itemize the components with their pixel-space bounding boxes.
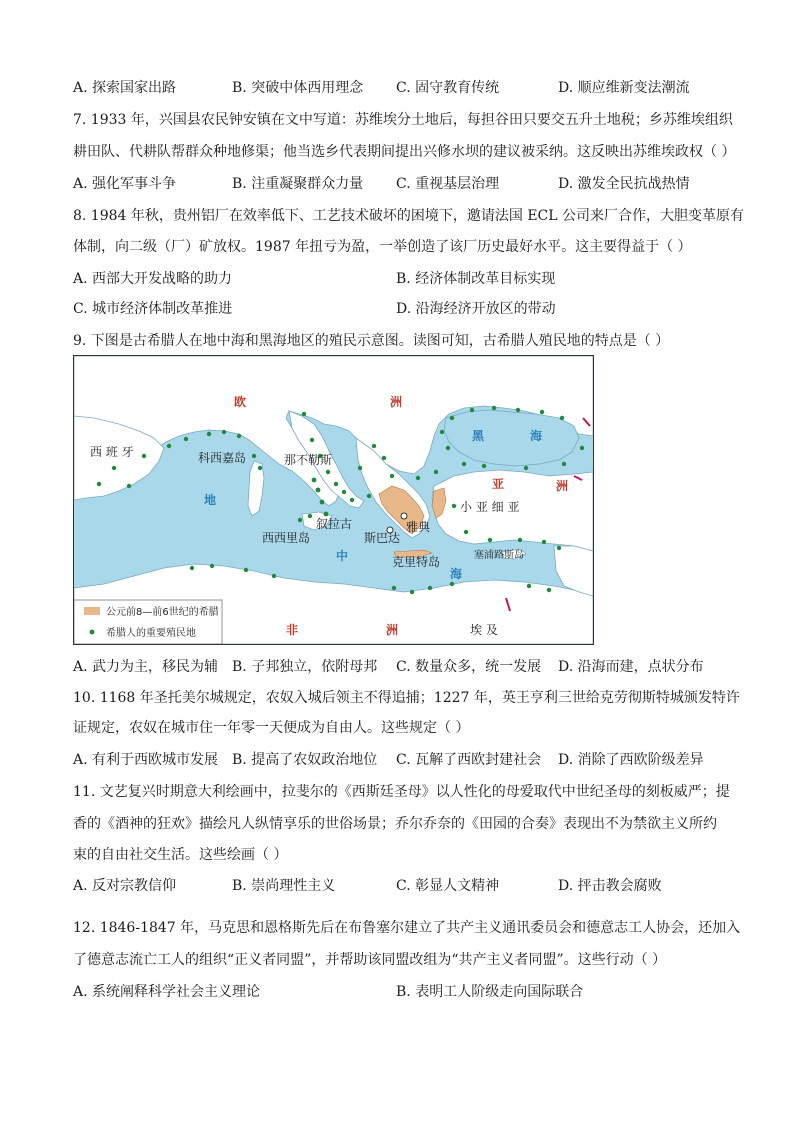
q10-option-b: B. 提高了农奴政治地位 bbox=[232, 752, 378, 768]
q7-option-b: B. 注重凝聚群众力量 bbox=[232, 176, 364, 192]
q11-stem-line1: 11. 文艺复兴时期意大利绘画中，拉斐尔的《西斯廷圣母》以人性化的母爱取代中世纪圣母的刻板威严；提 bbox=[73, 784, 730, 800]
q9-stem: 9. 下图是古希腊人在地中海和黑海地区的殖民示意图。读图可知，古希腊人殖民地的特点是（ ） bbox=[73, 333, 670, 349]
q6-option-c: C. 固守教育传统 bbox=[396, 80, 500, 96]
q8-option-a: A. 西部大开发战略的助力 bbox=[73, 271, 233, 287]
label-naples: 那不勒斯 bbox=[284, 453, 333, 467]
label-syracuse: 叙拉古 bbox=[316, 517, 353, 531]
legend-colony-dot bbox=[90, 630, 95, 635]
q8-stem-line1: 8. 1984 年秋，贵州铝厂在效率低下、工艺技术破坏的困境下，邀请法国 ECL 公司来厂合作，大胆变革原有 bbox=[73, 208, 745, 224]
greek-colonization-map bbox=[73, 355, 594, 645]
label-cyprus: 塞浦路斯岛 bbox=[474, 550, 524, 561]
athens-marker bbox=[401, 513, 407, 519]
label-egypt: 埃 及 bbox=[470, 623, 498, 637]
q10-option-a: A. 有利于西欧城市发展 bbox=[73, 752, 219, 768]
q10-stem-line2: 证规定，农奴在城市住一年零一天便成为自由人。这些规定（ ） bbox=[73, 720, 470, 736]
q7-option-c: C. 重视基层治理 bbox=[396, 176, 500, 192]
label-med-2: 中 bbox=[336, 549, 349, 563]
label-med-3: 海 bbox=[450, 567, 463, 581]
q10-stem-line1: 10. 1168 年圣托美尔城规定，农奴入城后领主不得追捕；1227 年，英王亨利三世给克劳彻斯特城颁发特许 bbox=[73, 690, 740, 706]
label-med-1: 地 bbox=[204, 493, 217, 507]
q7-option-d: D. 激发全民抗战热情 bbox=[558, 176, 690, 192]
q12-stem-line2: 了德意志流亡工人的组织“正义者同盟”，并帮助该同盟改组为“共产主义者同盟”。这些行动（ ） bbox=[73, 952, 667, 968]
q12-option-b: B. 表明工人阶级走向国际联合 bbox=[396, 984, 584, 1000]
label-sparta: 斯巴达 bbox=[364, 531, 401, 545]
q12-option-a: A. 系统阐释科学社会主义理论 bbox=[73, 984, 261, 1000]
legend-colony-label: 希腊人的重要殖民地 bbox=[106, 628, 196, 639]
q9-option-d: D. 沿海而建，点状分布 bbox=[558, 659, 704, 675]
label-asia-2: 洲 bbox=[556, 479, 569, 493]
label-africa-1: 非 bbox=[286, 623, 299, 637]
map-svg bbox=[74, 356, 593, 644]
legend-greece-swatch bbox=[84, 607, 100, 615]
label-europe-2: 洲 bbox=[390, 395, 403, 409]
q8-option-d: D. 沿海经济开放区的带动 bbox=[396, 301, 556, 317]
legend-greece-label: 公元前8—前6世纪的希腊 bbox=[106, 607, 219, 618]
q7-option-a: A. 强化军事斗争 bbox=[73, 176, 177, 192]
q10-option-d: D. 消除了西欧阶级差异 bbox=[558, 752, 704, 768]
q9-option-c: C. 数量众多，统一发展 bbox=[396, 659, 542, 675]
q12-stem-line1: 12. 1846-1847 年，马克思和恩格斯先后在布鲁塞尔建立了共产主义通讯委员会和德意志工人协会，还加入 bbox=[73, 920, 741, 936]
q10-option-c: C. 瓦解了西欧封建社会 bbox=[396, 752, 542, 768]
q11-stem-line2: 香的《酒神的狂欢》描绘凡人纵情享乐的世俗场景；乔尔乔奈的《田园的合奏》表现出不为禁欲主义所约 bbox=[73, 816, 717, 832]
label-sicily: 西西里岛 bbox=[262, 531, 311, 545]
q11-option-b: B. 崇尚理性主义 bbox=[232, 878, 336, 894]
q6-option-d: D. 顺应维新变法潮流 bbox=[558, 80, 690, 96]
q11-option-c: C. 彰显人文精神 bbox=[396, 878, 500, 894]
q6-option-a: A. 探索国家出路 bbox=[73, 80, 177, 96]
label-black-sea-1: 黑 bbox=[472, 429, 485, 443]
label-corsica: 科西嘉岛 bbox=[198, 451, 247, 465]
q6-option-b: B. 突破中体西用理念 bbox=[232, 80, 364, 96]
q11-option-d: D. 抨击教会腐败 bbox=[558, 878, 662, 894]
label-athens: 雅典 bbox=[406, 520, 431, 534]
label-africa-2: 洲 bbox=[386, 623, 399, 637]
label-europe-1: 欧 bbox=[234, 395, 247, 409]
label-black-sea-2: 海 bbox=[530, 429, 543, 443]
q9-option-b: B. 子邦独立，依附母邦 bbox=[232, 659, 378, 675]
q7-stem-line2: 耕田队、代耕队帮群众种地修渠；他当选乡代表期间提出兴修水坝的建议被采纳。这反映出苏维埃政权（ ） bbox=[73, 144, 736, 160]
q8-stem-line2: 体制，向二级（厂）矿放权。1987 年扭亏为盈，一举创造了该厂历史最好水平。这主要得益于（ ） bbox=[73, 239, 692, 255]
q9-option-a: A. 武力为主，移民为辅 bbox=[73, 659, 219, 675]
map-legend bbox=[74, 600, 222, 644]
q8-option-c: C. 城市经济体制改革推进 bbox=[73, 301, 233, 317]
q11-option-a: A. 反对宗教信仰 bbox=[73, 878, 177, 894]
q8-option-b: B. 经济体制改革目标实现 bbox=[396, 271, 556, 287]
q7-stem-line1: 7. 1933 年，兴国县农民钟安镇在文中写道：苏维埃分土地后，每担谷田只要交五升土地税；乡苏维埃组织 bbox=[73, 112, 733, 128]
q11-stem-line3: 束的自由社交生活。这些绘画（ ） bbox=[73, 847, 288, 863]
label-asia-1: 亚 bbox=[492, 477, 505, 491]
label-asia-minor: 小 亚 细 亚 bbox=[460, 500, 520, 514]
label-spain: 西 班 牙 bbox=[90, 445, 134, 459]
label-crete: 克里特岛 bbox=[392, 555, 441, 569]
